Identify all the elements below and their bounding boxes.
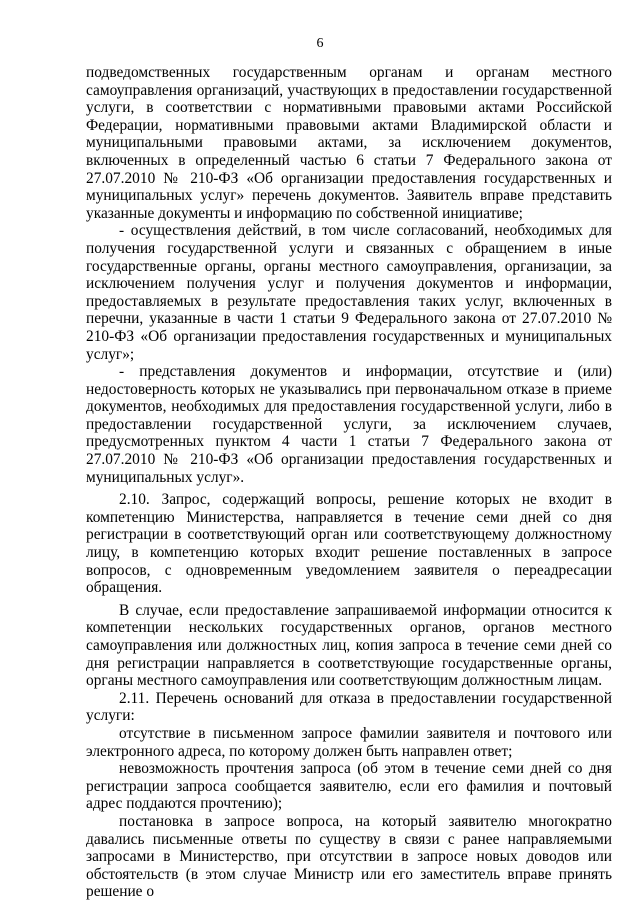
paragraph-refusal-ground: невозможность прочтения запроса (об этом в течение семи дней со дня регистрации запроса сообщается заявителю, если его фамилия и почтовый адрес поддаются прочтению);	[86, 760, 612, 813]
paragraph-list-item: - представления документов и информации, отсутствие и (или) недостоверность которых не указывались при первоначальном отказе в приеме документов, необходимых для предоставления государственной услуги, либо в предоставлении государственной услуги, за исключением случаев, предусмотренных пунктом 4 части 1 статьи 7 Федерального закона от 27.07.2010 № 210-ФЗ «Об организации предоставления государственных и муниципальных услуг».	[86, 363, 612, 486]
page-number: 6	[316, 36, 324, 51]
paragraph-section-2-10: 2.10. Запрос, содержащий вопросы, решение которых не входит в компетенцию Министерства, направляется в течение семи дней со дня регистрации в соответствующий орган или соответствующему должностному лицу, в компетенцию которых входит решение поставленных в запросе вопросов, с одновременным уведомлением заявителя о переадресации обращения.	[86, 491, 612, 597]
document-body	[86, 64, 612, 901]
paragraph-refusal-ground: постановка в запросе вопроса, на который заявителю многократно давались письменные ответы по существу в связи с ранее направляемыми запросами в Министерство, при отсутствии в запросе новых доводов или обстоятельств (в этом случае Министр или его заместитель вправе принять решение о	[86, 812, 612, 901]
paragraph-list-item: - осуществления действий, в том числе согласований, необходимых для получения государственной услуги и связанных с обращением в иные государственные органы, органы местного самоуправления, организации, за исключением получения услуг и получения документов и информации, предоставляемых в результате предоставления таких услуг, включенных в перечни, указанные в части 1 статьи 9 Федерального закона от 27.07.2010 № 210-ФЗ «Об организации предоставления государственных и муниципальных услуг»;	[86, 222, 612, 363]
paragraph: В случае, если предоставление запрашиваемой информации относится к компетенции нескольких государственных органов, органов местного самоуправления или должностных лиц, копия запроса в течение семи дней со дня регистрации направляется в соответствующие государственные органы, органы местного самоуправления или соответствующим должностным лицам.	[86, 601, 612, 690]
paragraph-continuation: подведомственных государственным органам и органам местного самоуправления организаций, участвующих в предоставлении государственной услуги, в соответствии с нормативными правовыми актами Российской Федерации, нормативными правовыми актами Владимирской области и муниципальными правовыми актами, за исключением документов, включенных в определенный частью 6 статьи 7 Федерального закона от 27.07.2010 № 210-ФЗ «Об организации предоставления государственных и муниципальных услуг» перечень документов. Заявитель вправе представить указанные документы и информацию по собственной инициативе;	[86, 64, 612, 222]
paragraph-section-2-11: 2.11. Перечень оснований для отказа в предоставлении государственной услуги:	[86, 689, 612, 725]
paragraph-refusal-ground: отсутствие в письменном запросе фамилии заявителя и почтового или электронного адреса, по которому должен быть направлен ответ;	[86, 724, 612, 760]
